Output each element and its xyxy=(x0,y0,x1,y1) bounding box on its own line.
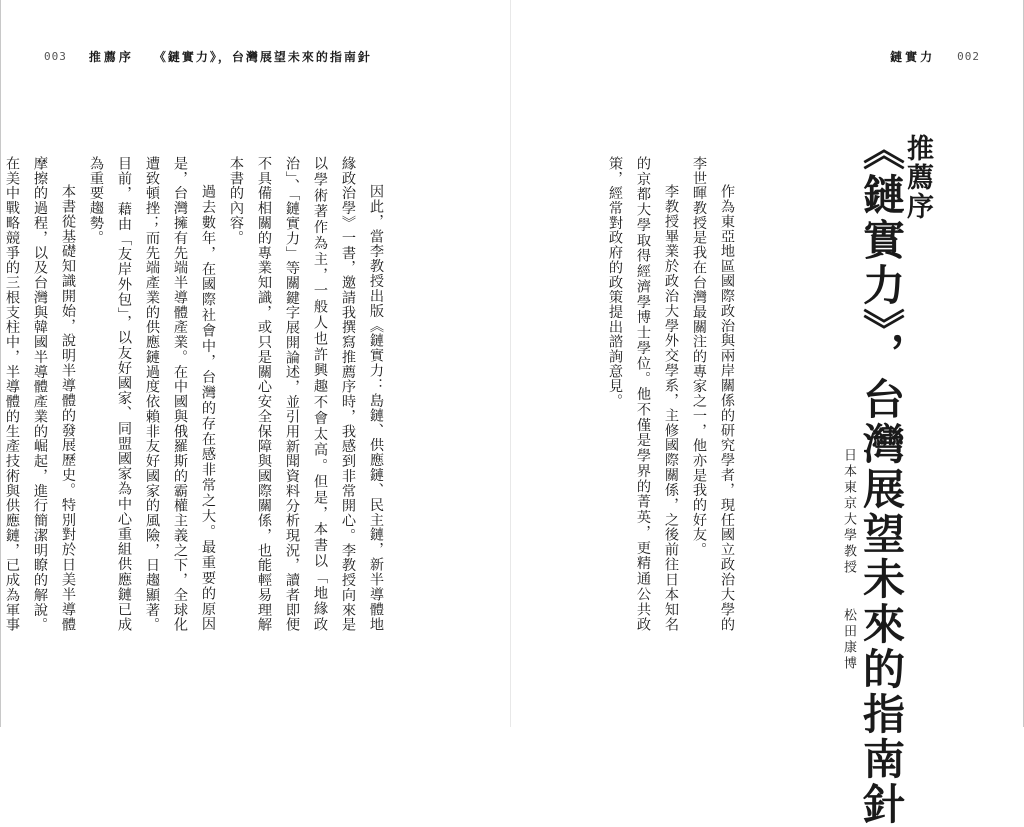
page-gutter xyxy=(510,0,511,727)
left-running-title: 《鏈實力》，台灣展望未來的指南針 xyxy=(153,49,372,64)
author-byline xyxy=(842,448,855,672)
right-page-body xyxy=(607,156,741,632)
right-paragraph-2: 李教授畢業於政治大學外交學系，主修國際關係，之後前往日本知名的京都大學取得經濟學博士學位。他不僅是學界的菁英，更精通公共政策，經常對政府的政策提出諮詢意見。 xyxy=(607,156,679,632)
left-running-section: 推薦序 xyxy=(88,49,134,64)
left-page-number: 003 xyxy=(44,49,67,63)
left-paragraph-1: 因此，當李教授出版《鏈實力：島鏈、供應鏈、民主鏈，新半導體地緣政治學》一書，邀請我撰寫推薦序時，我感到非常開心。李教授向來是以學術著作為主，一般人也許興趣不會太高。但是，本書以「地緣政治」、「鏈實力」等關鍵字展開論述，並引用新聞資料分析現況，讀者即便不具備相關的專業知識，或只是關心安全保障與國際關係，也能輕易理解本書的內容。 xyxy=(228,156,384,632)
left-running-head xyxy=(44,47,372,65)
author-affiliation: 日本東京大學教授 xyxy=(841,448,856,576)
section-label: 推薦序 xyxy=(902,134,933,221)
right-running-head xyxy=(890,47,980,65)
right-paragraph-1: 作為東亞地區國際政治與兩岸關係的研究學者，現任國立政治大學的李世暉教授是我在台灣最關注的專家之一，他亦是我的好友。 xyxy=(691,156,735,632)
right-page-number: 002 xyxy=(957,49,980,63)
left-paragraph-3: 本書從基礎知識開始，說明半導體的發展歷史。特別對於日美半導體摩擦的過程，以及台灣與韓國半導體產業的崛起，進行簡潔明瞭的解說。在美中戰略競爭的三根支柱中，半導體的生產技術與供應鏈，已成為軍事 xyxy=(4,156,76,632)
chapter-title: 《鏈實力》，台灣展望未來的指南針 xyxy=(857,128,906,827)
left-page-body xyxy=(4,156,390,632)
left-paragraph-2: 過去數年，在國際社會中，台灣的存在感非常之大。最重要的原因是，台灣擁有先端半導體產業。在中國與俄羅斯的霸權主義之下，全球化遭致頓挫；而先端產業的供應鏈過度依賴非友好國家的風險，日趨顯著。目前，藉由「友岸外包」，以友好國家、同盟國家為中心重組供應鏈已成為重要趨勢。 xyxy=(88,156,216,632)
author-name: 松田康博 xyxy=(841,608,856,672)
right-running-title: 鏈實力 xyxy=(890,49,936,64)
